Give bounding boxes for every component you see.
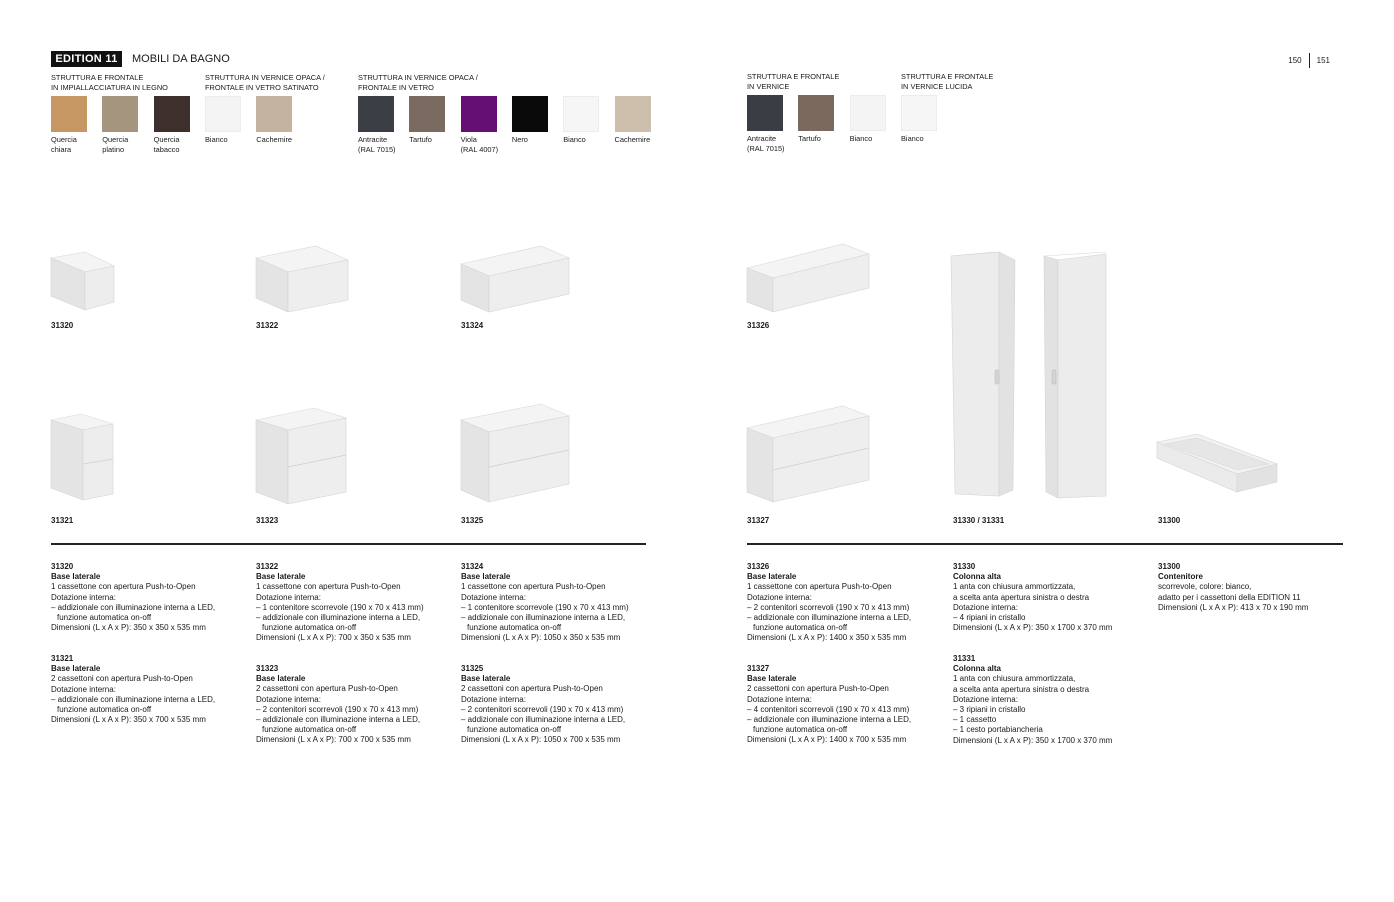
finish-group-heading-line: STRUTTURA E FRONTALE [51, 73, 144, 82]
finish-swatch-label-line: Cachemire [256, 135, 293, 144]
description-line: Dimensioni (L x A x P): 350 x 700 x 535 mm [51, 715, 206, 725]
description-title: Colonna alta [953, 572, 1002, 582]
product-code-31326: 31326 [747, 321, 770, 330]
finish-swatch-label-line: platino [102, 144, 125, 154]
product-description-31322 [256, 562, 451, 644]
finish-swatch-label [901, 134, 947, 144]
page-numbers [1288, 53, 1330, 68]
description-line: Dimensioni (L x A x P): 1050 x 350 x 535 mm [461, 633, 621, 643]
finish-swatch-label-line: Nero [511, 135, 528, 144]
description-line: – 4 ripiani in cristallo [953, 613, 1026, 623]
description-line: – addizionale con illuminazione interna a LED, [51, 602, 216, 612]
finish-group-heading [205, 73, 325, 92]
product-code-31330-31331: 31330 / 31331 [953, 516, 1005, 525]
product-description-31325 [461, 664, 656, 746]
product-description-31326 [747, 562, 942, 644]
description-line: Dimensioni (L x A x P): 350 x 1700 x 370 mm [953, 623, 1113, 633]
finish-group-heading [358, 73, 478, 92]
finish-swatch [409, 96, 445, 132]
description-line: – addizionale con illuminazione interna a LED, [256, 613, 421, 623]
description-line: 2 cassettoni con apertura Push-to-Open [256, 684, 398, 694]
description-line: – 3 ripiani in cristallo [953, 705, 1026, 715]
description-line: – 1 contenitore scorrevole (190 x 70 x 413 mm) [256, 602, 424, 612]
finish-swatch [102, 96, 138, 132]
product-description-31324 [461, 562, 656, 644]
description-line: funzione automatica on-off [262, 725, 357, 735]
description-line: – 4 contenitori scorrevoli (190 x 70 x 413 mm) [747, 704, 910, 714]
description-code: 31324 [461, 562, 484, 571]
description-title: Base laterale [461, 674, 511, 684]
description-line: 2 cassettoni con apertura Push-to-Open [461, 684, 603, 694]
description-line: – 2 contenitori scorrevoli (190 x 70 x 413 mm) [256, 704, 419, 714]
description-line: – addizionale con illuminazione interna a LED, [256, 715, 421, 725]
description-line: 1 cassettone con apertura Push-to-Open [461, 582, 606, 592]
finish-swatch-label [51, 135, 97, 154]
product-description-31321 [51, 654, 246, 725]
description-line: – 1 contenitore scorrevole (190 x 70 x 413 mm) [461, 602, 629, 612]
product-image-31327 [747, 406, 871, 504]
description-code: 31326 [747, 562, 770, 571]
description-title: Base laterale [461, 572, 511, 582]
finish-swatch-label-line: Bianco [205, 135, 228, 144]
finish-swatch-label [205, 135, 251, 145]
description-line: Dimensioni (L x A x P): 350 x 1700 x 370 mm [953, 735, 1113, 745]
description-line: Dotazione interna: [51, 592, 116, 602]
description-line: a scelta anta apertura sinistra o destra [953, 592, 1090, 602]
description-line: 2 cassettoni con apertura Push-to-Open [747, 684, 889, 694]
description-line: – addizionale con illuminazione interna a LED, [51, 694, 216, 704]
description-line: Dotazione interna: [51, 684, 116, 694]
finish-group-heading-line: STRUTTURA E FRONTALE [901, 72, 994, 81]
description-line: Dotazione interna: [461, 694, 526, 704]
description-line: funzione automatica on-off [467, 623, 562, 633]
finish-swatch-label [747, 134, 793, 153]
description-line: 1 anta con chiusura ammortizzata, [953, 674, 1076, 684]
description-line: Dimensioni (L x A x P): 700 x 350 x 535 mm [256, 633, 411, 643]
description-line: 1 cassettone con apertura Push-to-Open [747, 582, 892, 592]
description-title: Base laterale [51, 664, 101, 674]
finish-swatch-label [154, 135, 200, 154]
description-line: Dimensioni (L x A x P): 1400 x 350 x 535 mm [747, 633, 907, 643]
description-line: 1 cassettone con apertura Push-to-Open [51, 582, 196, 592]
product-image-31326 [747, 244, 871, 314]
description-code: 31300 [1158, 562, 1181, 571]
finish-swatch [358, 96, 394, 132]
description-code: 31320 [51, 562, 74, 571]
page-separator [1309, 53, 1310, 68]
description-title: Base laterale [256, 674, 306, 684]
finish-swatch-label-line: Antracite [358, 135, 388, 144]
finish-group-heading-line: IN VERNICE LUCIDA [901, 81, 973, 91]
finish-swatch-label-line: (RAL 7015) [747, 143, 785, 153]
product-description-31330 [953, 562, 1148, 633]
finish-swatch-label-line: Bianco [901, 134, 924, 143]
description-line: – 1 cassetto [953, 715, 997, 725]
description-code: 31322 [256, 562, 279, 571]
finish-swatch-label-line: Quercia [153, 135, 180, 144]
finish-group-heading-line: IN VERNICE [747, 81, 790, 91]
product-image-31300 [1157, 434, 1279, 494]
product-code-31320: 31320 [51, 321, 74, 330]
description-code: 31331 [953, 654, 976, 663]
finish-swatch-label [512, 135, 558, 145]
finish-swatch-label [461, 135, 507, 154]
description-title: Base laterale [256, 572, 306, 582]
finish-group-heading-line: FRONTALE IN VETRO [358, 82, 434, 92]
finish-swatch-label-line: Quercia [102, 135, 129, 144]
finish-swatch-label [409, 135, 455, 145]
description-title: Colonna alta [953, 664, 1002, 674]
finish-swatch [901, 95, 937, 131]
finish-group-heading-line: STRUTTURA IN VERNICE OPACA / [205, 73, 325, 82]
description-line: Dotazione interna: [747, 694, 812, 704]
description-line: adatto per i cassettoni della EDITION 11 [1158, 592, 1301, 602]
description-title: Base laterale [747, 674, 797, 684]
product-description-31327 [747, 664, 942, 746]
description-line: – 2 contenitori scorrevoli (190 x 70 x 413 mm) [747, 602, 910, 612]
description-line: Dimensioni (L x A x P): 1050 x 700 x 535 mm [461, 735, 621, 745]
section-divider-right [747, 543, 1343, 545]
description-code: 31321 [51, 654, 74, 663]
product-description-31323 [256, 664, 451, 746]
description-line: Dimensioni (L x A x P): 413 x 70 x 190 mm [1158, 602, 1309, 612]
product-code-31322: 31322 [256, 321, 279, 330]
finish-swatch [563, 96, 599, 132]
description-line: Dimensioni (L x A x P): 700 x 700 x 535 mm [256, 735, 411, 745]
finish-group-heading-line: IN IMPIALLACCIATURA IN LEGNO [51, 82, 168, 92]
product-code-31323: 31323 [256, 516, 279, 525]
product-image-31324 [461, 246, 571, 314]
finish-swatch [154, 96, 190, 132]
finish-swatch [850, 95, 886, 131]
description-line: Dotazione interna: [953, 602, 1018, 612]
description-title: Base laterale [747, 572, 797, 582]
finish-swatch [798, 95, 834, 131]
description-line: funzione automatica on-off [467, 725, 562, 735]
product-description-31300 [1158, 562, 1353, 613]
finish-swatch-label-line: Tartufo [409, 135, 432, 144]
description-line: funzione automatica on-off [57, 705, 152, 715]
description-line: 1 cassettone con apertura Push-to-Open [256, 582, 401, 592]
finish-swatch-label-line: Quercia [51, 135, 77, 144]
product-code-31324: 31324 [461, 321, 484, 330]
finish-group-heading-line: STRUTTURA IN VERNICE OPACA / [358, 73, 478, 82]
finish-group-heading [51, 73, 168, 92]
description-line: Dimensioni (L x A x P): 1400 x 700 x 535 mm [747, 735, 907, 745]
description-line: scorrevole, colore: bianco, [1158, 582, 1252, 592]
product-image-31323 [256, 408, 348, 506]
description-line: a scelta anta apertura sinistra o destra [953, 684, 1090, 694]
product-image-31331 [1042, 252, 1108, 500]
description-line: Dotazione interna: [461, 592, 526, 602]
description-code: 31327 [747, 664, 770, 673]
page-number-right: 151 [1316, 56, 1330, 65]
product-image-31322 [256, 246, 350, 314]
description-line: – addizionale con illuminazione interna a LED, [747, 715, 912, 725]
description-code: 31330 [953, 562, 976, 571]
finish-swatch-label-line: (RAL 4007) [460, 144, 499, 154]
finish-swatch [615, 96, 651, 132]
product-description-31320 [51, 562, 246, 633]
finish-swatch-label [798, 134, 844, 144]
finish-swatch-label-line: tabacco [153, 144, 180, 154]
finish-swatch-label-line: chiara [51, 144, 72, 154]
product-code-31325: 31325 [461, 516, 484, 525]
description-line: Dotazione interna: [256, 592, 321, 602]
page-title: MOBILI DA BAGNO [132, 53, 230, 65]
description-line: – addizionale con illuminazione interna a LED, [747, 613, 912, 623]
description-line: – addizionale con illuminazione interna a LED, [461, 613, 626, 623]
description-line: – addizionale con illuminazione interna a LED, [461, 715, 626, 725]
description-line: funzione automatica on-off [753, 725, 848, 735]
finish-swatch [747, 95, 783, 131]
description-line: Dotazione interna: [256, 694, 321, 704]
finish-swatch-label-line: Antracite [747, 134, 777, 143]
finish-swatch-label-line: Bianco [563, 135, 586, 144]
finish-swatch-label-line: Viola [460, 135, 477, 144]
product-code-31321: 31321 [51, 516, 74, 525]
product-description-31331 [953, 654, 1148, 746]
product-image-31325 [461, 404, 571, 504]
product-image-31320 [51, 252, 116, 312]
product-code-31300: 31300 [1158, 516, 1181, 525]
finish-swatch-label-line: Bianco [849, 134, 873, 143]
description-line: Dimensioni (L x A x P): 350 x 350 x 535 mm [51, 623, 206, 633]
description-line: – 1 cesto portabiancheria [953, 725, 1043, 735]
description-line: Dotazione interna: [747, 592, 812, 602]
finish-swatch-label [615, 135, 661, 145]
description-code: 31323 [256, 664, 279, 673]
finish-group-heading-line: STRUTTURA E FRONTALE [747, 72, 840, 81]
description-line: 1 anta con chiusura ammortizzata, [953, 582, 1076, 592]
finish-swatch [512, 96, 548, 132]
description-title: Contenitore [1158, 572, 1203, 582]
section-divider-left [51, 543, 646, 545]
finish-swatch-label [102, 135, 148, 154]
description-line: Dotazione interna: [953, 694, 1018, 704]
finish-swatch-label [358, 135, 404, 154]
description-line: funzione automatica on-off [262, 623, 357, 633]
finish-swatch [205, 96, 241, 132]
finish-swatch-label-line: Tartufo [798, 134, 821, 143]
product-code-31327: 31327 [747, 516, 770, 525]
finish-group-heading [901, 72, 993, 91]
description-line: – 2 contenitori scorrevoli (190 x 70 x 413 mm) [461, 704, 624, 714]
finish-swatch [51, 96, 87, 132]
page-number-left: 150 [1288, 56, 1302, 65]
finish-swatch-label [563, 135, 609, 145]
finish-swatch [461, 96, 497, 132]
finish-swatch-label-line: (RAL 7015) [358, 144, 396, 154]
description-line: funzione automatica on-off [57, 613, 152, 623]
description-code: 31325 [461, 664, 484, 673]
description-line: 2 cassettoni con apertura Push-to-Open [51, 674, 193, 684]
description-line: funzione automatica on-off [753, 623, 848, 633]
finish-swatch-label [850, 134, 896, 144]
description-title: Base laterale [51, 572, 101, 582]
finish-group-heading [747, 72, 839, 91]
product-image-31321 [51, 414, 115, 504]
product-image-31330 [951, 252, 1017, 498]
finish-group-heading-line: FRONTALE IN VETRO SATINATO [205, 82, 319, 92]
finish-swatch-label-line: Cachemire [614, 135, 651, 144]
finish-swatch [256, 96, 292, 132]
edition-badge: EDITION 11 [51, 51, 122, 67]
finish-swatch-label [256, 135, 302, 145]
